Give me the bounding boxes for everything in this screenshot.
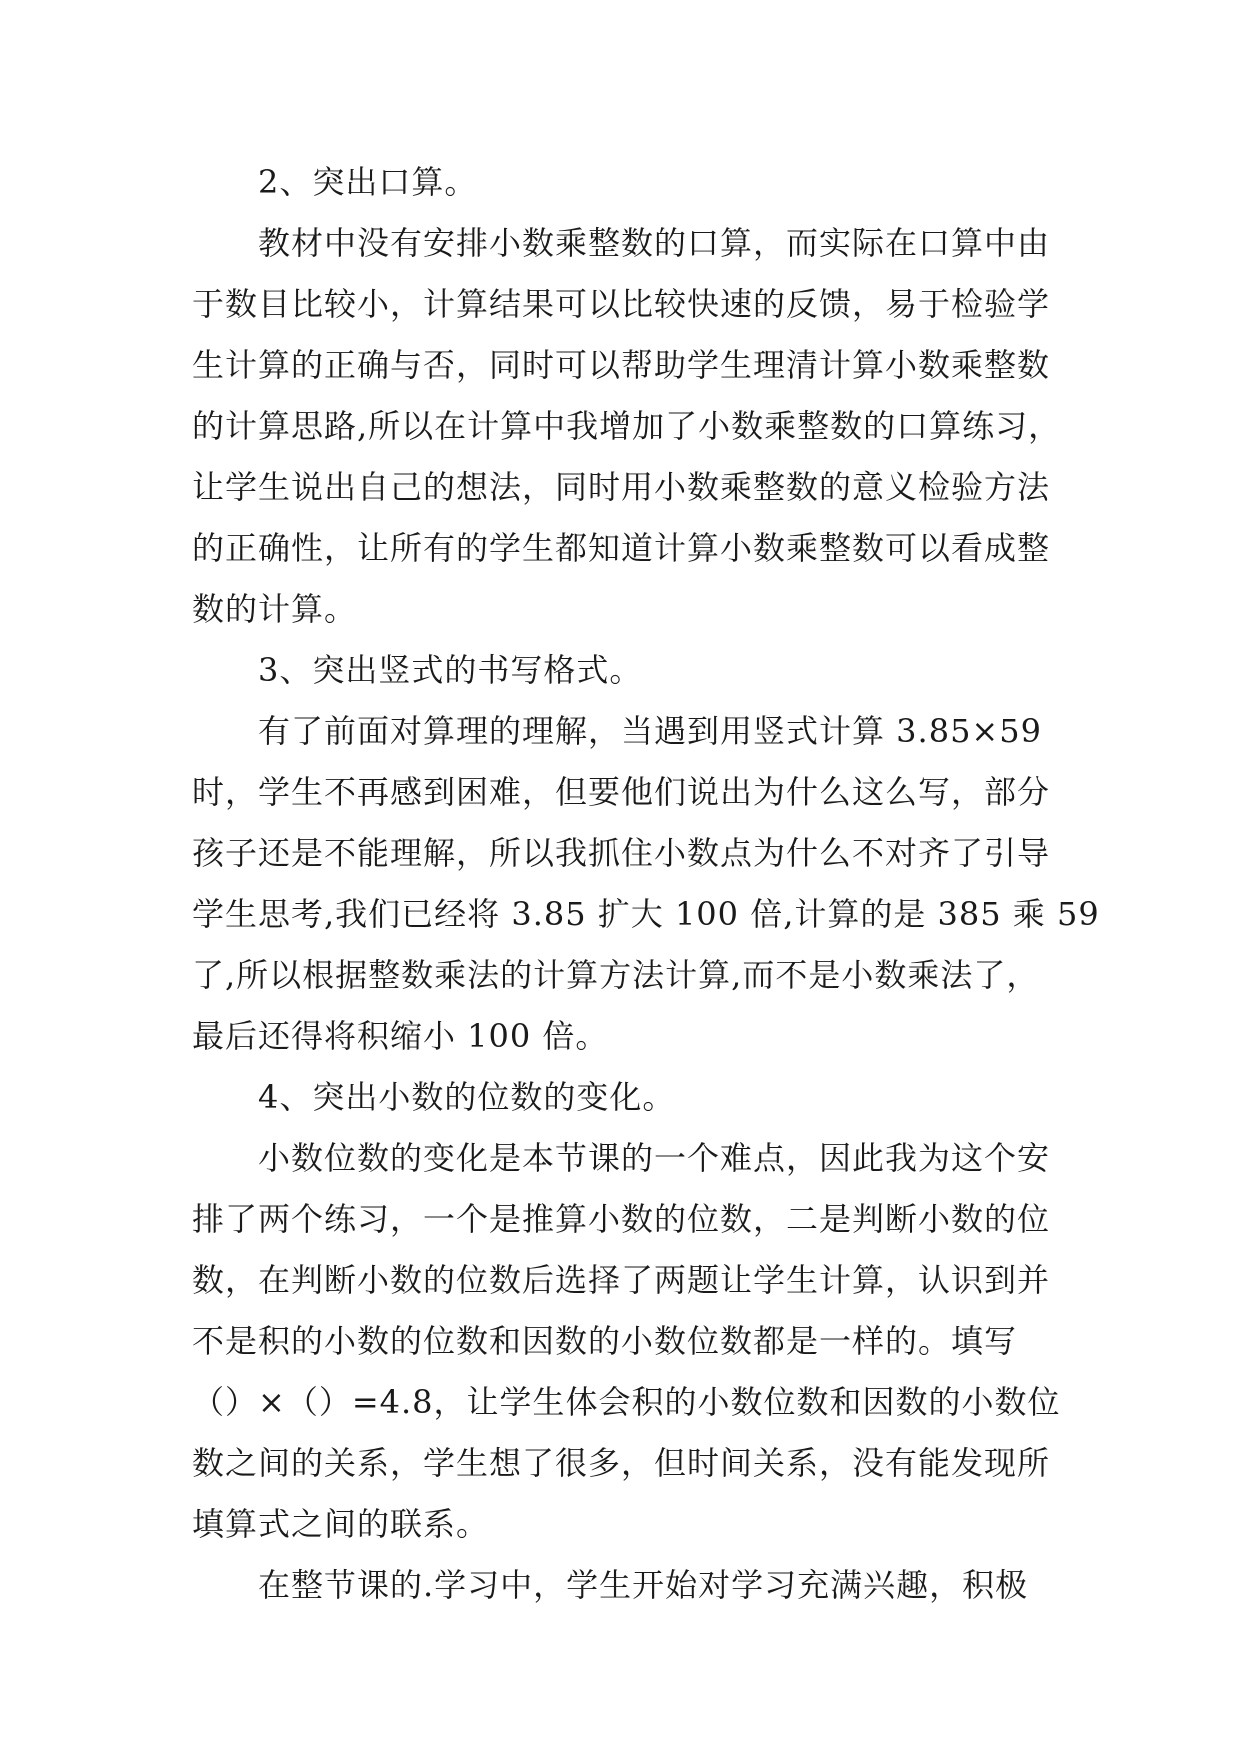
- paragraph-line: 最后还得将积缩小 100 倍。: [192, 1017, 609, 1055]
- paragraph-line: 学生思考,我们已经将 3.85 扩大 100 倍,计算的是 385 乘 59: [192, 895, 1100, 933]
- paragraph-line: 孩子还是不能理解，所以我抓住小数点为什么不对齐了引导: [192, 834, 1051, 872]
- paragraph-line: 于数目比较小，计算结果可以比较快速的反馈，易于检验学: [192, 285, 1051, 323]
- paragraph-line: 时，学生不再感到困难，但要他们说出为什么这么写，部分: [192, 773, 1051, 811]
- paragraph-line: 填算式之间的联系。: [192, 1505, 490, 1543]
- paragraph-line: 不是积的小数的位数和因数的小数位数都是一样的。填写: [192, 1322, 1018, 1360]
- section-heading: 4、突出小数的位数的变化。: [258, 1078, 676, 1116]
- paragraph-line: 教材中没有安排小数乘整数的口算，而实际在口算中由: [258, 224, 1051, 262]
- paragraph-line: 数，在判断小数的位数后选择了两题让学生计算，认识到并: [192, 1261, 1051, 1299]
- section-heading: 3、突出竖式的书写格式。: [258, 651, 643, 689]
- section-heading: 2、突出口算。: [258, 163, 478, 201]
- paragraph-line: 让学生说出自己的想法，同时用小数乘整数的意义检验方法: [192, 468, 1051, 506]
- paragraph-line: 的计算思路,所以在计算中我增加了小数乘整数的口算练习，: [192, 407, 1062, 445]
- paragraph-line: 小数位数的变化是本节课的一个难点，因此我为这个安: [258, 1139, 1051, 1177]
- paragraph-line: 数的计算。: [192, 590, 358, 628]
- paragraph-line: 排了两个练习，一个是推算小数的位数，二是判断小数的位: [192, 1200, 1051, 1238]
- paragraph-line: 了,所以根据整数乘法的计算方法计算,而不是小数乘法了，: [192, 956, 1040, 994]
- paragraph-line: 有了前面对算理的理解，当遇到用竖式计算 3.85×59: [258, 712, 1042, 750]
- paragraph-line: 在整节课的.学习中，学生开始对学习充满兴趣，积极: [258, 1566, 1029, 1604]
- paragraph-line: （）×（）=4.8，让学生体会积的小数位数和因数的小数位: [192, 1383, 1061, 1421]
- paragraph-line: 的正确性，让所有的学生都知道计算小数乘整数可以看成整: [192, 529, 1051, 567]
- paragraph-line: 数之间的关系，学生想了很多，但时间关系，没有能发现所: [192, 1444, 1051, 1482]
- document-body: [192, 160, 1100, 1624]
- paragraph-line: 生计算的正确与否，同时可以帮助学生理清计算小数乘整数: [192, 346, 1051, 384]
